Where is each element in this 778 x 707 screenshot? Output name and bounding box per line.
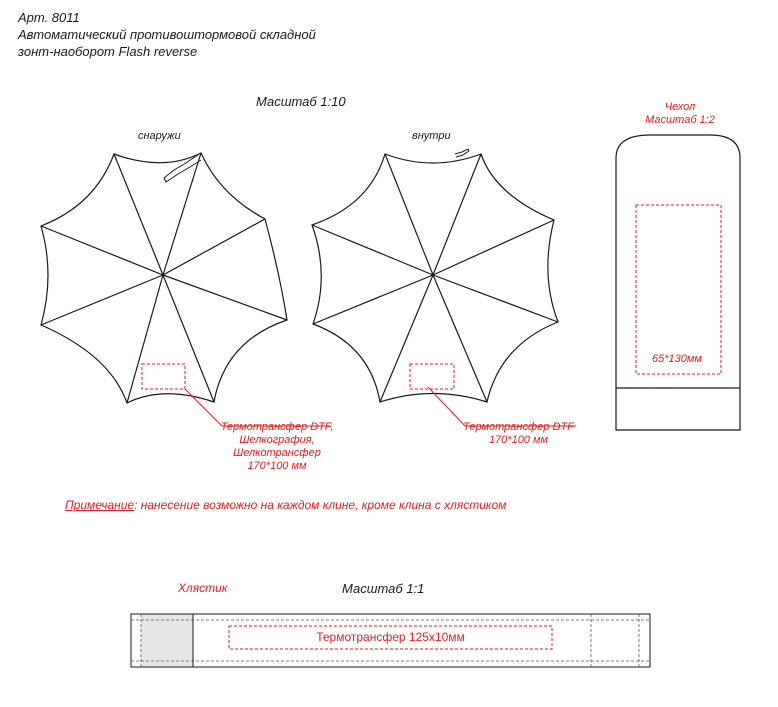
- umbrella-outside-print-area: [142, 364, 185, 389]
- scale-main-label: Масштаб 1:10: [256, 94, 346, 109]
- inside-label: внутри: [412, 130, 451, 142]
- strap-area-label: Термотрансфер 125x10мм: [316, 630, 465, 644]
- product-title-line2: зонт-наоборот Flash reverse: [18, 44, 198, 59]
- outside-callout: [208, 421, 346, 473]
- outside-callout-line: 170*100 мм: [247, 460, 307, 472]
- cover-area-label: 65*130мм: [652, 353, 702, 365]
- inside-callout-line: 170*100 мм: [488, 434, 549, 446]
- strap-gray-section: [141, 614, 193, 667]
- umbrella-outside-drawing: [41, 153, 287, 403]
- outside-callout-line: Термотрансфер DTF,: [220, 421, 334, 433]
- note-text: : нанесение возможно на каждом клине, кроме клина с хлястиком: [134, 498, 507, 512]
- strap-scale-label: Масштаб 1:1: [342, 581, 425, 596]
- inside-callout-line: Термотрансфер DTF: [463, 421, 574, 433]
- cover-print-area: [636, 205, 721, 374]
- umbrella-inside-strap: [455, 149, 469, 157]
- umbrella-inside-canopy: [312, 154, 558, 402]
- outside-label: снаружи: [138, 130, 181, 142]
- outside-callout-line: Шелкография,: [239, 434, 315, 446]
- note-label: Примечание: [65, 498, 135, 512]
- cover-title-text: Чехол: [664, 101, 696, 113]
- inside-callout: [456, 421, 581, 447]
- strap-label: Хлястик: [178, 581, 228, 595]
- product-title-line1: Автоматический противоштормовой складной: [18, 27, 316, 42]
- cover-title: [630, 101, 730, 127]
- note: [65, 498, 506, 512]
- article-number: Арт. 8011: [18, 10, 80, 25]
- cover-scale-text: Масштаб 1:2: [645, 114, 715, 126]
- umbrella-outside-strap: [164, 154, 201, 182]
- outside-callout-line: Шелкотрансфер: [233, 447, 321, 459]
- umbrella-inside-print-area: [410, 364, 454, 389]
